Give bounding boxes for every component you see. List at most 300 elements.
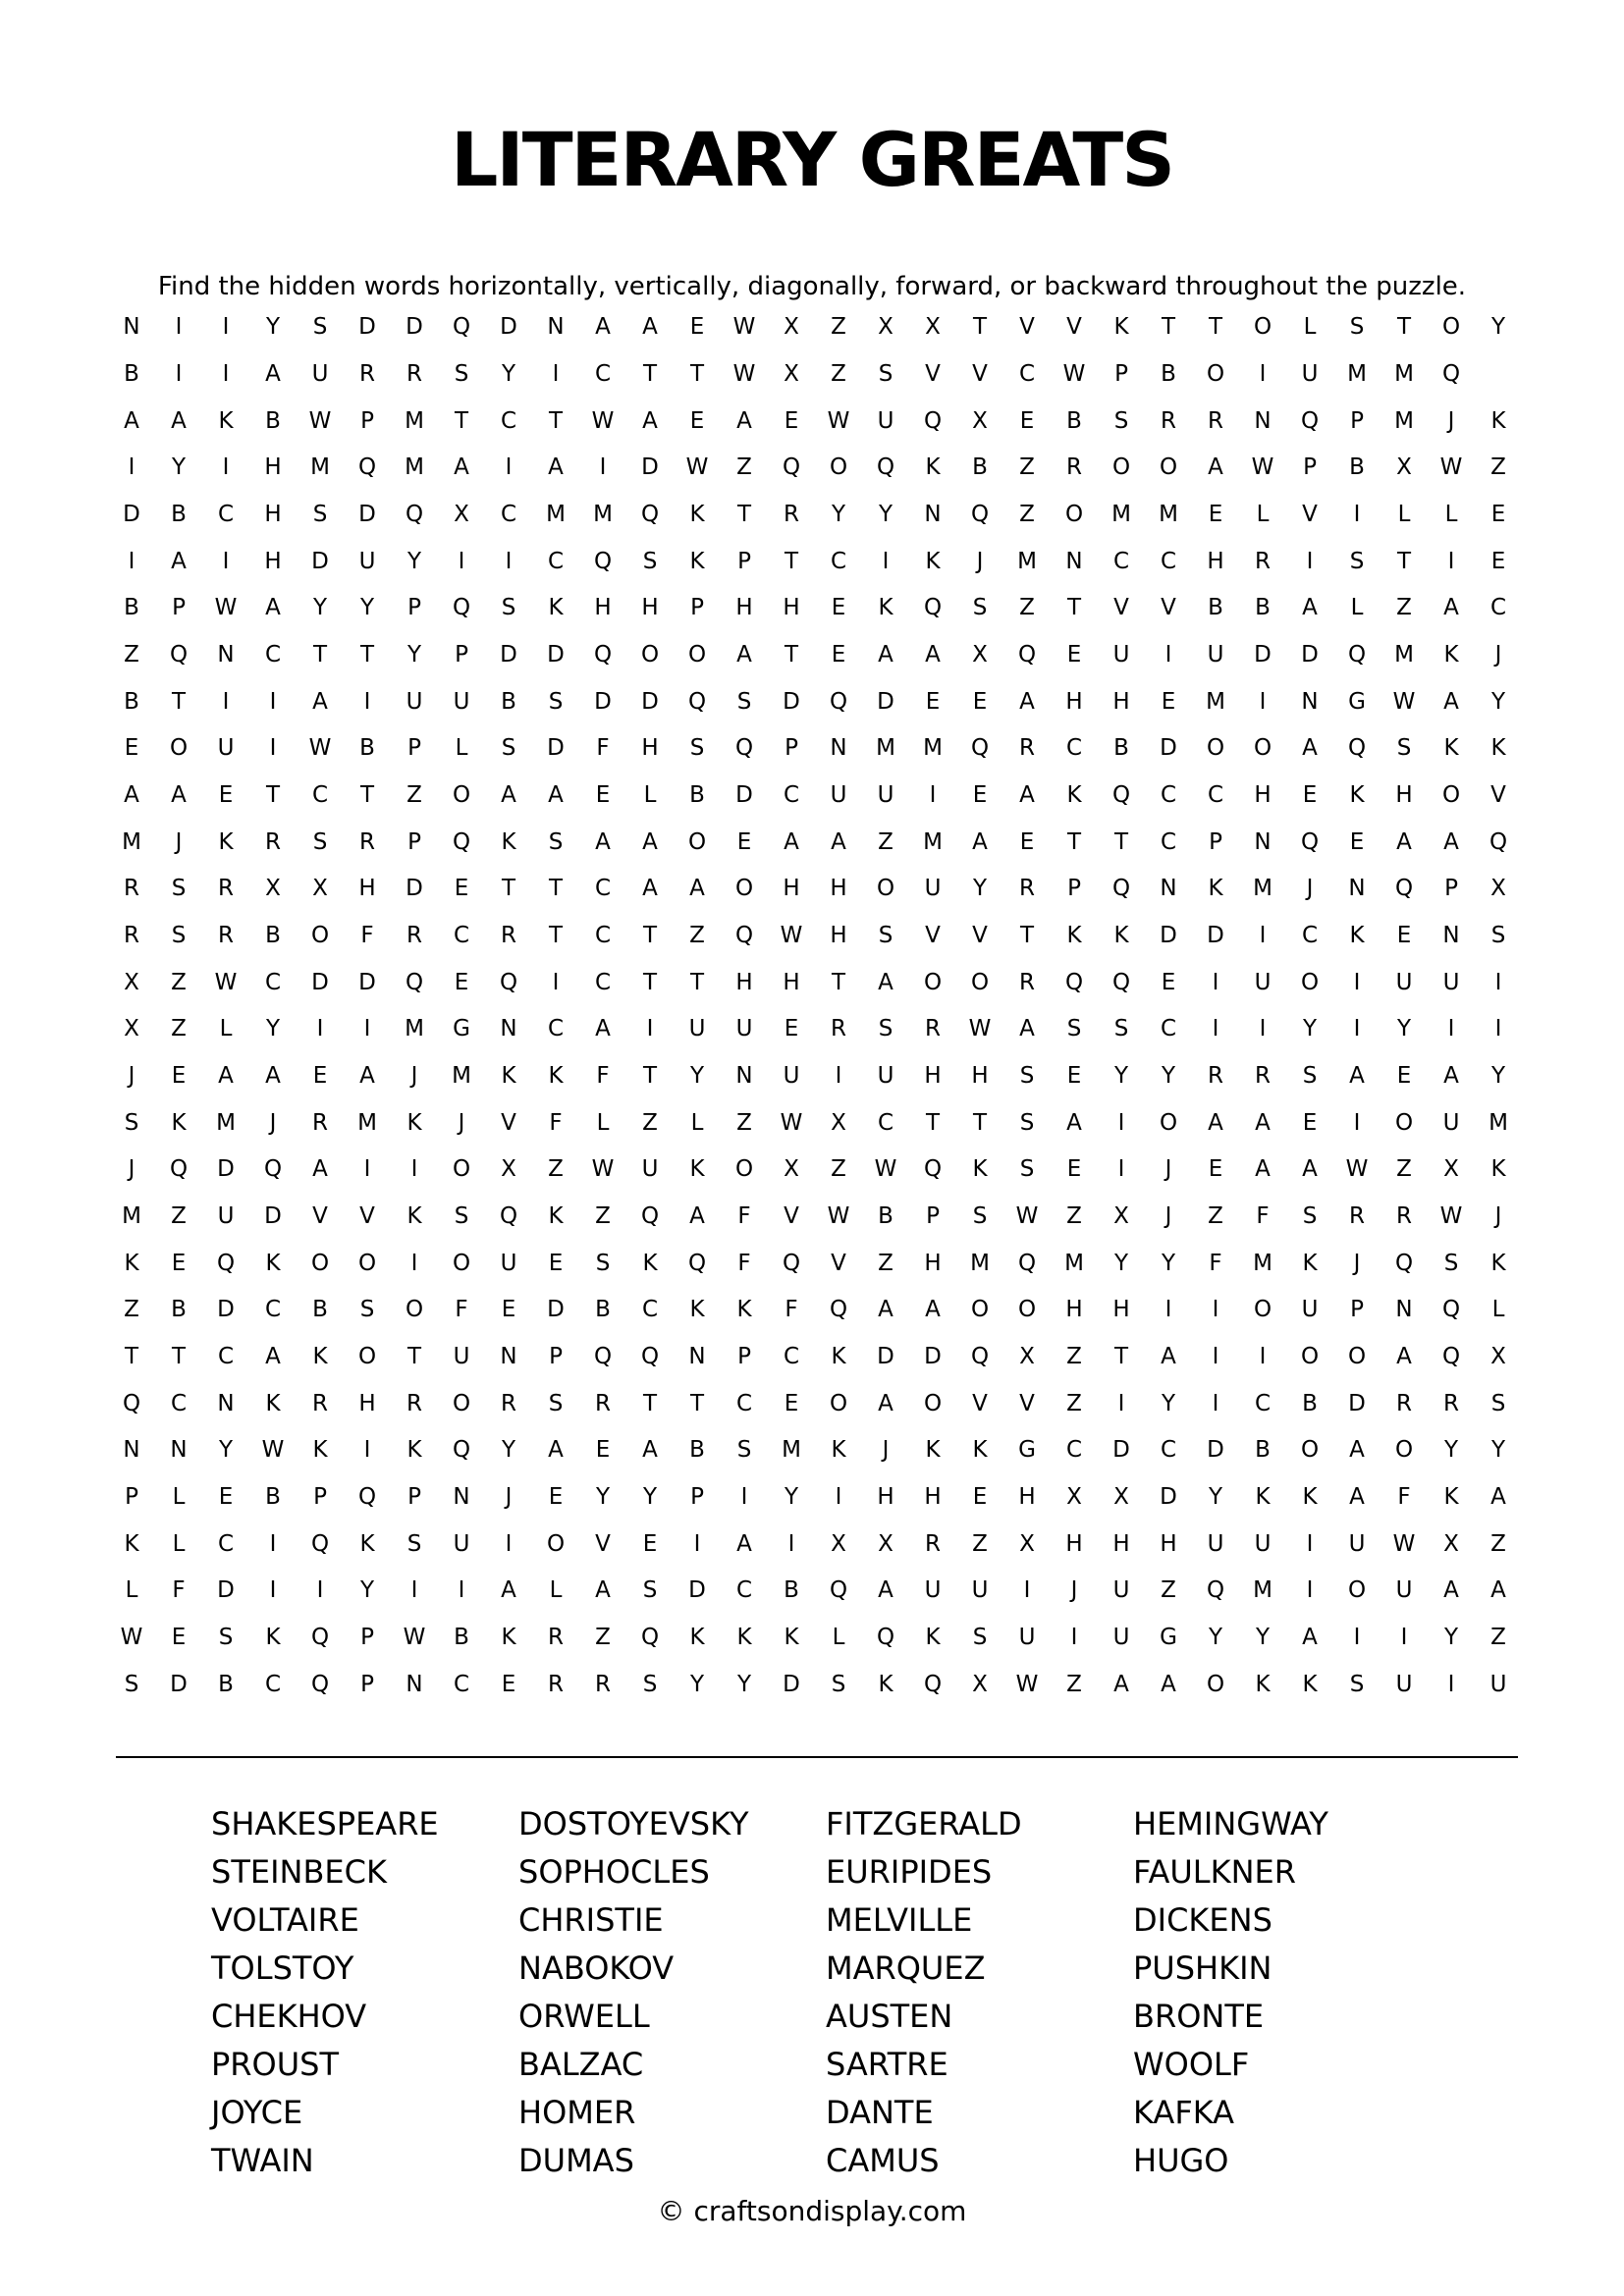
grid-letter: K: [406, 1109, 422, 1136]
grid-letter: C: [1489, 595, 1507, 621]
grid-letter: U: [735, 1016, 753, 1042]
grid-letter: X: [501, 1156, 516, 1183]
grid-letter: O: [1347, 1577, 1367, 1604]
grid-letter: J: [269, 1109, 277, 1136]
grid-letter: B: [265, 922, 281, 948]
grid-letter: O: [734, 1156, 754, 1183]
grid-letter: Y: [595, 1483, 611, 1510]
grid-letter: Q: [1111, 781, 1131, 808]
grid-letter: U: [877, 407, 894, 434]
grid-letter: Q: [687, 688, 707, 715]
grid-letter: W: [214, 595, 238, 621]
grid-letter: Q: [310, 1530, 330, 1557]
grid-letter: I: [505, 1530, 513, 1557]
grid-letter: O: [452, 781, 471, 808]
grid-letter: C: [217, 1530, 235, 1557]
grid-letter: Z: [1066, 1671, 1082, 1697]
grid-letter: C: [735, 1577, 753, 1604]
grid-letter: Z: [1490, 454, 1506, 481]
grid-letter: I: [1259, 922, 1267, 948]
grid-letter: Y: [265, 1016, 281, 1042]
grid-letter: E: [171, 1250, 187, 1276]
grid-letter: L: [1303, 314, 1317, 341]
grid-letter: M: [405, 407, 424, 434]
word-list-item: WOOLF: [1133, 2046, 1250, 2083]
grid-letter: K: [1302, 1671, 1318, 1697]
grid-letter: B: [218, 1671, 234, 1697]
grid-letter: E: [1161, 688, 1176, 715]
grid-letter: P: [1444, 876, 1458, 902]
grid-letter: M: [1111, 501, 1131, 527]
grid-letter: E: [1066, 641, 1082, 667]
grid-letter: A: [1396, 828, 1412, 855]
grid-letter: H: [1112, 1530, 1130, 1557]
grid-letter: D: [594, 688, 612, 715]
grid-letter: Y: [1443, 1437, 1459, 1464]
grid-letter: J: [1164, 1156, 1172, 1183]
grid-letter: Q: [310, 1671, 330, 1697]
grid-letter: C: [453, 1671, 470, 1697]
grid-letter: Z: [595, 1202, 611, 1229]
grid-letter: K: [548, 595, 564, 621]
grid-letter: H: [783, 876, 800, 902]
grid-letter: X: [265, 876, 281, 902]
grid-letter: M: [1159, 501, 1178, 527]
word-list-item: FAULKNER: [1133, 1853, 1296, 1891]
grid-letter: A: [736, 1530, 752, 1557]
grid-letter: D: [1160, 922, 1177, 948]
grid-letter: P: [407, 735, 421, 762]
grid-letter: K: [878, 1671, 893, 1697]
grid-letter: Z: [1396, 1156, 1412, 1183]
grid-letter: L: [1397, 501, 1411, 527]
grid-letter: C: [641, 1297, 659, 1323]
grid-letter: P: [407, 1483, 421, 1510]
grid-letter: A: [784, 828, 799, 855]
grid-letter: I: [1164, 1297, 1172, 1323]
grid-letter: A: [1443, 688, 1459, 715]
grid-letter: A: [1255, 1109, 1271, 1136]
grid-letter: F: [1256, 1202, 1270, 1229]
grid-letter: R: [312, 1109, 328, 1136]
grid-letter: W: [261, 1437, 285, 1464]
grid-letter: X: [1113, 1483, 1129, 1510]
grid-letter: X: [1396, 454, 1412, 481]
grid-letter: I: [222, 548, 230, 574]
grid-letter: U: [1489, 1671, 1507, 1697]
grid-letter: P: [1350, 1297, 1364, 1323]
grid-letter: S: [1490, 922, 1506, 948]
grid-letter: I: [552, 360, 560, 387]
grid-letter: R: [312, 1390, 328, 1416]
grid-letter: D: [735, 781, 753, 808]
grid-letter: I: [1447, 1671, 1455, 1697]
grid-letter: T: [124, 1343, 139, 1369]
grid-letter: N: [1160, 876, 1177, 902]
grid-letter: D: [311, 969, 329, 995]
grid-letter: S: [1302, 1062, 1318, 1089]
grid-letter: U: [1395, 969, 1413, 995]
grid-letter: D: [358, 501, 376, 527]
grid-letter: A: [265, 360, 281, 387]
grid-letter: Y: [406, 641, 422, 667]
grid-letter: O: [1159, 454, 1178, 481]
grid-letter: O: [829, 454, 848, 481]
grid-letter: E: [501, 1297, 516, 1323]
grid-letter: W: [1392, 1530, 1416, 1557]
grid-letter: K: [1490, 1250, 1506, 1276]
grid-letter: O: [1253, 1297, 1272, 1323]
grid-letter: G: [453, 1016, 470, 1042]
grid-letter: R: [124, 922, 139, 948]
grid-letter: S: [124, 1671, 139, 1697]
grid-letter: I: [1212, 1016, 1219, 1042]
grid-letter: I: [1306, 1577, 1314, 1604]
grid-letter: B: [1066, 407, 1082, 434]
grid-letter: I: [1400, 1624, 1408, 1650]
grid-letter: P: [690, 595, 704, 621]
grid-letter: H: [1065, 1297, 1083, 1323]
grid-letter: B: [312, 1297, 328, 1323]
grid-letter: H: [924, 1062, 942, 1089]
grid-letter: A: [171, 781, 187, 808]
grid-letter: E: [831, 595, 846, 621]
grid-letter: B: [1302, 1390, 1318, 1416]
grid-letter: I: [175, 360, 183, 387]
grid-letter: J: [1494, 641, 1502, 667]
grid-letter: A: [1302, 735, 1318, 762]
grid-letter: R: [1255, 548, 1271, 574]
grid-letter: M: [1017, 548, 1037, 574]
grid-letter: O: [1300, 1437, 1320, 1464]
grid-letter: S: [1396, 735, 1412, 762]
grid-letter: N: [830, 735, 847, 762]
grid-letter: T: [642, 360, 658, 387]
grid-letter: E: [1066, 1062, 1082, 1089]
grid-letter: O: [829, 1390, 848, 1416]
grid-letter: S: [1302, 1202, 1318, 1229]
grid-letter: P: [785, 735, 798, 762]
grid-letter: P: [737, 1343, 751, 1369]
grid-letter: J: [128, 1156, 135, 1183]
grid-letter: R: [359, 828, 375, 855]
grid-letter: P: [1303, 454, 1317, 481]
grid-letter: I: [269, 735, 277, 762]
grid-letter: G: [1348, 688, 1366, 715]
grid-letter: U: [358, 548, 376, 574]
grid-letter: I: [458, 548, 465, 574]
grid-letter: N: [500, 1016, 517, 1042]
grid-letter: R: [1019, 969, 1035, 995]
grid-letter: X: [124, 1016, 139, 1042]
grid-letter: I: [1259, 1343, 1267, 1369]
grid-letter: M: [1064, 1250, 1084, 1276]
grid-letter: D: [1207, 1437, 1224, 1464]
grid-letter: N: [406, 1671, 423, 1697]
grid-letter: K: [124, 1530, 139, 1557]
grid-letter: W: [827, 407, 850, 434]
grid-letter: S: [1349, 314, 1365, 341]
grid-letter: R: [265, 828, 281, 855]
word-list-item: MELVILLE: [826, 1901, 973, 1939]
grid-letter: Y: [218, 1437, 234, 1464]
grid-letter: K: [501, 828, 516, 855]
grid-letter: I: [1306, 1530, 1314, 1557]
grid-letter: U: [783, 1062, 800, 1089]
grid-letter: S: [124, 1109, 139, 1136]
grid-letter: J: [1494, 1202, 1502, 1229]
grid-letter: C: [453, 922, 470, 948]
grid-letter: A: [1019, 781, 1035, 808]
grid-letter: L: [549, 1577, 563, 1604]
grid-letter: Q: [687, 1250, 707, 1276]
grid-letter: M: [1253, 1577, 1272, 1604]
grid-letter: W: [685, 454, 709, 481]
grid-letter: H: [264, 548, 282, 574]
grid-letter: Y: [359, 1577, 375, 1604]
puzzle-title: LITERARY GREATS: [451, 116, 1173, 203]
grid-letter: P: [549, 1343, 563, 1369]
grid-letter: K: [1490, 407, 1506, 434]
grid-letter: Q: [593, 641, 613, 667]
grid-letter: U: [1348, 1530, 1366, 1557]
grid-letter: O: [1206, 360, 1225, 387]
grid-letter: A: [925, 641, 941, 667]
grid-letter: U: [1395, 1577, 1413, 1604]
grid-letter: S: [878, 360, 893, 387]
grid-letter: T: [548, 407, 564, 434]
grid-letter: T: [171, 688, 187, 715]
grid-letter: W: [214, 969, 238, 995]
grid-letter: A: [1349, 1062, 1365, 1089]
grid-letter: A: [878, 1297, 893, 1323]
grid-letter: W: [1251, 454, 1274, 481]
grid-letter: Q: [1206, 1577, 1225, 1604]
word-list-item: BALZAC: [518, 2046, 644, 2083]
grid-letter: I: [1023, 1577, 1031, 1604]
grid-letter: Q: [876, 454, 895, 481]
grid-letter: T: [642, 969, 658, 995]
grid-letter: Y: [972, 876, 988, 902]
grid-letter: S: [1066, 1016, 1082, 1042]
word-list-item: STEINBECK: [211, 1853, 387, 1891]
grid-letter: T: [689, 360, 705, 387]
grid-letter: Z: [171, 969, 187, 995]
grid-letter: B: [1208, 595, 1223, 621]
grid-letter: K: [1349, 781, 1365, 808]
grid-letter: Q: [829, 688, 848, 715]
grid-letter: M: [1394, 360, 1414, 387]
grid-letter: I: [175, 314, 183, 341]
grid-letter: H: [924, 1483, 942, 1510]
grid-letter: U: [1018, 1624, 1036, 1650]
grid-letter: V: [359, 1202, 375, 1229]
grid-letter: Q: [734, 735, 754, 762]
grid-letter: M: [1394, 407, 1414, 434]
grid-letter: D: [547, 1297, 565, 1323]
word-list-item: DOSTOYEVSKY: [518, 1805, 749, 1842]
grid-letter: A: [312, 688, 328, 715]
grid-letter: C: [217, 1343, 235, 1369]
grid-letter: K: [265, 1250, 281, 1276]
grid-letter: C: [1065, 1437, 1083, 1464]
grid-letter: D: [217, 1577, 235, 1604]
word-list-item: EURIPIDES: [826, 1853, 993, 1891]
grid-letter: B: [124, 688, 139, 715]
grid-letter: E: [972, 1483, 988, 1510]
grid-letter: R: [124, 876, 139, 902]
grid-letter: E: [595, 781, 611, 808]
grid-letter: X: [784, 314, 799, 341]
word-list: [211, 1800, 1468, 2188]
grid-letter: Y: [1490, 1062, 1506, 1089]
grid-letter: E: [1490, 501, 1506, 527]
grid-letter: P: [360, 1671, 374, 1697]
grid-letter: A: [1161, 1671, 1176, 1697]
grid-letter: R: [1208, 407, 1223, 434]
grid-letter: R: [218, 922, 234, 948]
grid-letter: R: [548, 1671, 564, 1697]
grid-letter: P: [737, 548, 751, 574]
grid-letter: G: [1160, 1624, 1177, 1650]
grid-letter: Q: [357, 1483, 377, 1510]
grid-letter: I: [1447, 548, 1455, 574]
grid-letter: Y: [1113, 1062, 1129, 1089]
grid-letter: I: [458, 1577, 465, 1604]
grid-letter: S: [736, 688, 752, 715]
grid-letter: P: [455, 641, 468, 667]
grid-letter: E: [454, 969, 469, 995]
grid-letter: K: [265, 1390, 281, 1416]
grid-letter: I: [1259, 1016, 1267, 1042]
grid-letter: U: [877, 781, 894, 808]
grid-letter: O: [1064, 501, 1084, 527]
grid-letter: Z: [124, 1297, 139, 1323]
word-list-item: MARQUEZ: [826, 1949, 986, 1987]
grid-letter: S: [878, 922, 893, 948]
grid-letter: T: [171, 1343, 187, 1369]
grid-letter: K: [784, 1624, 799, 1650]
grid-letter: R: [1396, 1202, 1412, 1229]
grid-letter: Z: [548, 1156, 564, 1183]
grid-letter: E: [1066, 1156, 1082, 1183]
grid-letter: Y: [312, 595, 328, 621]
grid-letter: Z: [1490, 1530, 1506, 1557]
grid-letter: B: [1113, 735, 1129, 762]
grid-letter: F: [596, 735, 610, 762]
grid-letter: K: [1066, 922, 1082, 948]
grid-letter: T: [1396, 314, 1412, 341]
grid-letter: H: [358, 876, 376, 902]
grid-letter: S: [171, 922, 187, 948]
grid-letter: C: [170, 1390, 188, 1416]
grid-letter: Q: [593, 1343, 613, 1369]
grid-letter: W: [874, 1156, 897, 1183]
grid-letter: Q: [970, 735, 990, 762]
grid-letter: K: [124, 1250, 139, 1276]
grid-letter: Q: [1441, 1343, 1461, 1369]
grid-letter: Q: [1017, 641, 1037, 667]
grid-letter: D: [1112, 1437, 1130, 1464]
grid-letter: F: [596, 1062, 610, 1089]
grid-letter: A: [689, 1202, 705, 1229]
grid-letter: T: [642, 1390, 658, 1416]
grid-letter: Y: [1255, 1624, 1271, 1650]
grid-letter: A: [642, 314, 658, 341]
grid-letter: K: [972, 1156, 988, 1183]
grid-letter: W: [1439, 454, 1463, 481]
grid-letter: K: [831, 1343, 846, 1369]
grid-letter: D: [1160, 1483, 1177, 1510]
grid-letter: Z: [1019, 595, 1035, 621]
grid-letter: H: [971, 1062, 989, 1089]
grid-letter: H: [641, 595, 659, 621]
grid-letter: P: [1209, 828, 1222, 855]
grid-letter: I: [1259, 688, 1267, 715]
grid-letter: W: [780, 922, 803, 948]
grid-letter: H: [1395, 781, 1413, 808]
grid-letter: I: [929, 781, 937, 808]
grid-letter: B: [972, 454, 988, 481]
grid-letter: H: [1065, 688, 1083, 715]
grid-letter: V: [831, 1250, 846, 1276]
grid-letter: E: [312, 1062, 328, 1089]
grid-letter: Q: [452, 595, 471, 621]
grid-letter: I: [646, 1016, 654, 1042]
grid-letter: Q: [640, 501, 660, 527]
grid-letter: I: [222, 688, 230, 715]
instructions-text: Find the hidden words horizontally, vertically, diagonally, forward, or backward throughout the puzzle.: [157, 272, 1467, 301]
grid-letter: I: [363, 688, 371, 715]
grid-letter: V: [972, 1390, 988, 1416]
grid-letter: H: [783, 969, 800, 995]
grid-letter: C: [311, 781, 329, 808]
grid-letter: S: [642, 1577, 658, 1604]
grid-letter: A: [642, 407, 658, 434]
grid-letter: K: [1443, 641, 1459, 667]
grid-letter: B: [265, 1483, 281, 1510]
grid-letter: O: [357, 1250, 377, 1276]
grid-letter: V: [1113, 595, 1129, 621]
grid-letter: K: [406, 1437, 422, 1464]
grid-letter: P: [172, 595, 186, 621]
grid-letter: X: [784, 360, 799, 387]
grid-letter: U: [1207, 1530, 1224, 1557]
grid-letter: Q: [640, 1202, 660, 1229]
grid-letter: T: [454, 407, 469, 434]
grid-letter: U: [1112, 1624, 1130, 1650]
word-list-item: SOPHOCLES: [518, 1853, 710, 1891]
grid-letter: C: [594, 969, 612, 995]
grid-letter: E: [1208, 1156, 1223, 1183]
grid-letter: L: [1491, 1297, 1505, 1323]
grid-letter: I: [1353, 1016, 1361, 1042]
grid-letter: U: [1395, 1671, 1413, 1697]
grid-letter: B: [171, 1297, 187, 1323]
grid-letter: A: [265, 595, 281, 621]
grid-letter: M: [405, 454, 424, 481]
grid-letter: Q: [640, 1624, 660, 1650]
grid-letter: H: [783, 595, 800, 621]
grid-letter: K: [312, 1437, 328, 1464]
grid-letter: V: [784, 1202, 799, 1229]
word-list-item: SHAKESPEARE: [211, 1805, 439, 1842]
grid-letter: A: [1302, 595, 1318, 621]
grid-letter: Q: [263, 1156, 283, 1183]
grid-letter: T: [689, 969, 705, 995]
grid-letter: B: [689, 1437, 705, 1464]
grid-letter: M: [216, 1109, 236, 1136]
